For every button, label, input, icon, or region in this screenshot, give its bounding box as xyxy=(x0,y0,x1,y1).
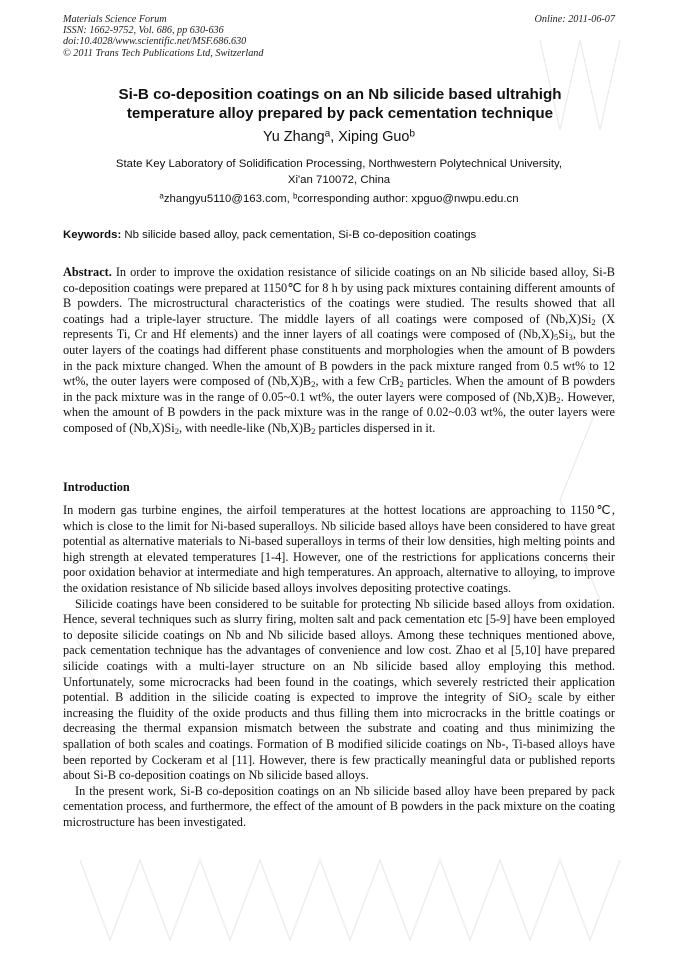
affiliation-line-1: State Key Laboratory of Solidification Processing, Northwestern Polytechnical University, xyxy=(115,158,563,170)
intro-paragraph-2 xyxy=(63,597,615,784)
paragraph-text: scale by either increasing the fluidity of the oxide products and thus filling them into microcracks in the brittle coatings or decreasing the thermal expansion mismatch between the substrate and coating and thus minimizing the spallation of both scales and coatings. Formation of B modified silicide coatings on Nb-, Ti-based alloys have been reported by Cockeram et al [11]. However, there is few practically meaningful data or published reports about Si-B co-deposition coatings on Nb silicide based alloys. xyxy=(63,690,616,783)
intro-paragraph-1: In modern gas turbine engines, the airfoil temperatures at the hottest locations are approaching to 1150℃, which is close to the limit for Ni-based superalloys. Nb silicide based alloys have been considered to have great potential as alternative materials to Ni-based superalloys in terms of their low densities, high melting points and high strength at elevated temperatures [1-4]. However, one of the restrictions for applications concerns their poor oxidation behavior at intermediate and high temperatures. An approach, alternative to alloying, to improve the oxidation resistance of Nb silicide based alloys involves depositing protective coatings. xyxy=(63,503,615,595)
online-date: Online: 2011-06-07 xyxy=(534,14,615,25)
subscript: 2 xyxy=(527,695,532,706)
abstract-label: Abstract. xyxy=(63,265,112,279)
keywords-section xyxy=(63,229,615,241)
journal-header xyxy=(63,14,483,59)
paper-title xyxy=(70,85,610,123)
introduction-section xyxy=(63,503,615,830)
author-list xyxy=(63,129,615,145)
affiliation-line-2: Xi'an 710072, China xyxy=(287,174,391,186)
abstract-text: , with needle-like (Nb,X)B xyxy=(179,420,312,435)
intro-paragraph-3: In the present work, Si-B co-deposition coatings on an Nb silicide based alloy have been prepared by pack cementation process, and furthermore, the effect of the amount of B powders in the pack mixture on the coating microstructure has been investigated. xyxy=(63,783,615,829)
subscript: 2 xyxy=(311,379,316,390)
copyright-line: © 2011 Trans Tech Publications Ltd, Switzerland xyxy=(63,47,264,59)
author-emails xyxy=(63,193,615,205)
subscript: 2 xyxy=(174,426,179,437)
author-affiliation-marker: a xyxy=(324,128,331,140)
abstract-text: In order to improve the oxidation resistance of silicide coatings on an Nb silicide based alloy, Si-B co-deposition coatings were prepared at 1150℃ for 8 h by using pack mixtures containing different amounts of B powders. The microstructural characteristics of the coatings were studied. The results showed that all coatings had a triple-layer structure. The middle layers of all coatings were composed of (Nb,X)Si xyxy=(63,265,615,326)
abstract-text: (X represents Ti, Cr and Hf elements) and the inner layers of all coatings were composed of (Nb,X) xyxy=(63,311,615,342)
email-marker: b xyxy=(292,191,298,201)
email-link[interactable]: corresponding author: xpguo@nwpu.edu.cn xyxy=(297,193,519,205)
email-marker: a xyxy=(159,191,164,201)
abstract-text: , with a few CrB xyxy=(315,374,400,389)
doi-line: doi:10.4028/www.scientific.net/MSF.686.630 xyxy=(63,36,247,48)
abstract-text: particles dispersed in it. xyxy=(315,420,436,435)
subscript: 2 xyxy=(591,316,596,327)
subscript: 2 xyxy=(399,379,404,390)
subscript: 3 xyxy=(568,332,573,343)
title-line-1: Si-B co-deposition coatings on an Nb silicide based ultrahigh xyxy=(118,86,562,103)
email-link[interactable]: zhangyu5110@163.com, xyxy=(163,193,293,205)
abstract-text: particles. When the amount of B powders in the pack mixture was in the range of 0.05~0.1 wt%, the outer layers were composed of (Nb,X)B xyxy=(63,374,616,404)
abstract-text: . However, when the amount of B powders in the pack mixture was in the range of 0.02~0.03 wt%, the outer layers were composed of (Nb,X)Si xyxy=(63,389,615,435)
subscript: 2 xyxy=(311,426,316,437)
abstract-text: Si xyxy=(558,327,569,342)
author-name: Xiping Guo xyxy=(338,129,410,145)
author-name: Yu Zhang xyxy=(262,129,325,145)
title-line-2: temperature alloy prepared by pack cementation technique xyxy=(126,105,554,122)
keywords-label: Keywords: xyxy=(63,229,122,241)
abstract-section xyxy=(63,265,615,437)
journal-name: Materials Science Forum xyxy=(63,14,167,25)
section-heading: Introduction xyxy=(63,480,130,494)
author-affiliation-marker: b xyxy=(409,128,416,140)
subscript: 5 xyxy=(553,332,559,343)
affiliation xyxy=(63,156,615,188)
author-separator: , xyxy=(330,129,339,145)
paragraph-text: Silicide coatings have been considered to be suitable for protecting Nb silicide based alloys from oxidation. Hence, several techniques such as slurry firing, molten salt and pack cementation etc [5-9] have been employed to deposite silicide coatings on Nb and Nb silicide based alloys. Among these techniques mentioned above, pack cementation technique has the advantages of convenience and low cost. Zhao et al [5,10] have prepared silicide coatings with a multi-layer structure on an Nb silicide based alloy employing this method. Unfortunately, some microcracks had been found in the coatings, which severely restricted their application potential. B addition in the silicide coating is expected to improve the integrity of SiO xyxy=(63,596,615,705)
keywords-text: Nb silicide based alloy, pack cementation, Si-B co-deposition coatings xyxy=(121,229,477,241)
subscript: 2 xyxy=(556,394,561,405)
issn-line: ISSN: 1662-9752, Vol. 686, pp 630-636 xyxy=(63,25,224,37)
abstract-text: , but the outer layers of the coatings had different phase constituents and morphologies when the amount of B powders in the pack mixture changed. When the amount of B powders in the pack mixture ranged from 0.5 wt% to 12 wt%, the outer layers were composed of (Nb,X)B xyxy=(63,327,615,389)
